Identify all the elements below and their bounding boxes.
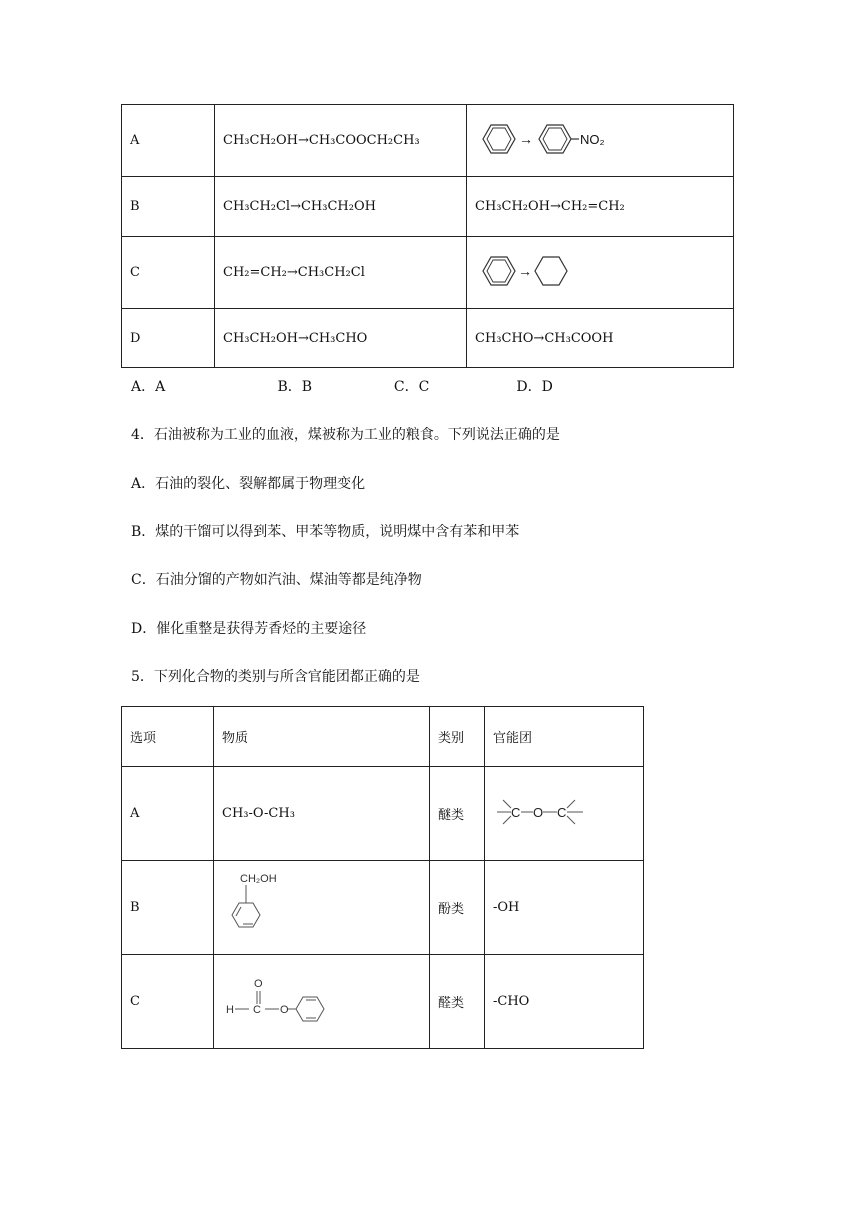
table-row: [122, 237, 734, 309]
substance-cell: CH₃-O-CH₃: [214, 767, 430, 861]
svg-text:O: O: [280, 1003, 289, 1016]
reaction-image-cell: [467, 105, 734, 177]
reaction-image-cell: [467, 237, 734, 309]
row-label: D: [122, 309, 215, 368]
header-substance: 物质: [214, 707, 430, 767]
q4-option-c[interactable]: C．石油分馏的产物如汽油、煤油等都是纯净物: [131, 572, 422, 588]
compound-table: [121, 706, 644, 1049]
svg-text:→: →: [518, 262, 532, 279]
reaction-cell: CH₃CH₂OH→CH₃COOCH₂CH₃: [215, 105, 467, 177]
choice-c[interactable]: C．C: [393, 379, 430, 395]
benzyl-alcohol-diagram: [222, 871, 302, 941]
table-header-row: [122, 707, 644, 767]
row-label: B: [122, 177, 215, 237]
benzene-to-cyclohexane-diagram: [475, 246, 585, 296]
row-label: A: [122, 105, 215, 177]
table-row: [122, 309, 734, 368]
svg-text:→: →: [519, 130, 533, 147]
choice-d[interactable]: D．D: [516, 379, 553, 395]
category-cell: 醛类: [430, 955, 485, 1049]
answer-choices: [131, 376, 553, 396]
svg-text:C: C: [511, 804, 521, 820]
row-label: C: [122, 955, 214, 1049]
row-label: C: [122, 237, 215, 309]
q4-option-d[interactable]: D．催化重整是获得芳香烃的主要途径: [131, 621, 367, 637]
row-label: B: [122, 861, 214, 955]
table-row: [122, 767, 644, 861]
nitro-label: NO₂: [580, 131, 605, 147]
q4-option-a[interactable]: A．石油的裂化、裂解都属于物理变化: [131, 476, 366, 492]
svg-text:O: O: [533, 804, 544, 820]
category-cell: 酚类: [430, 861, 485, 955]
substituent-label: CH₂OH: [240, 872, 277, 885]
row-label: A: [122, 767, 214, 861]
svg-text:O: O: [254, 977, 263, 990]
benzene-to-nitrobenzene-diagram: [475, 114, 625, 164]
reaction-cell: CH₃CH₂Cl→CH₃CH₂OH: [215, 177, 467, 237]
header-functional-group: 官能团: [485, 707, 644, 767]
question-4-stem: 4．石油被称为工业的血液，煤被称为工业的粮食。下列说法正确的是: [131, 427, 560, 443]
substance-image-cell: [214, 861, 430, 955]
choice-b[interactable]: B．B: [277, 379, 313, 395]
phenyl-formate-diagram: [222, 965, 362, 1035]
functional-group-cell: -CHO: [485, 955, 644, 1049]
reaction-cell: CH₃CH₂OH→CH₂=CH₂: [467, 177, 734, 237]
q4-option-b[interactable]: B．煤的干馏可以得到苯、甲苯等物质，说明煤中含有苯和甲苯: [131, 524, 520, 540]
table-row: [122, 105, 734, 177]
ether-group-diagram: [493, 787, 593, 837]
functional-group-cell: -OH: [485, 861, 644, 955]
table-row: [122, 177, 734, 237]
table-row: [122, 861, 644, 955]
functional-group-cell: [485, 767, 644, 861]
choice-a[interactable]: A．A: [131, 379, 166, 395]
table-row: [122, 955, 644, 1049]
header-category: 类别: [430, 707, 485, 767]
svg-text:H: H: [226, 1003, 234, 1016]
question-5-stem: 5．下列化合物的类别与所含官能团都正确的是: [131, 669, 420, 685]
svg-text:C: C: [557, 804, 567, 820]
svg-text:C: C: [253, 1003, 261, 1016]
reaction-cell: CH₃CHO→CH₃COOH: [467, 309, 734, 368]
header-option: 选项: [122, 707, 214, 767]
reaction-cell: CH₃CH₂OH→CH₃CHO: [215, 309, 467, 368]
reaction-cell: CH₂=CH₂→CH₃CH₂Cl: [215, 237, 467, 309]
substance-image-cell: [214, 955, 430, 1049]
category-cell: 醚类: [430, 767, 485, 861]
reaction-table: [121, 104, 734, 368]
